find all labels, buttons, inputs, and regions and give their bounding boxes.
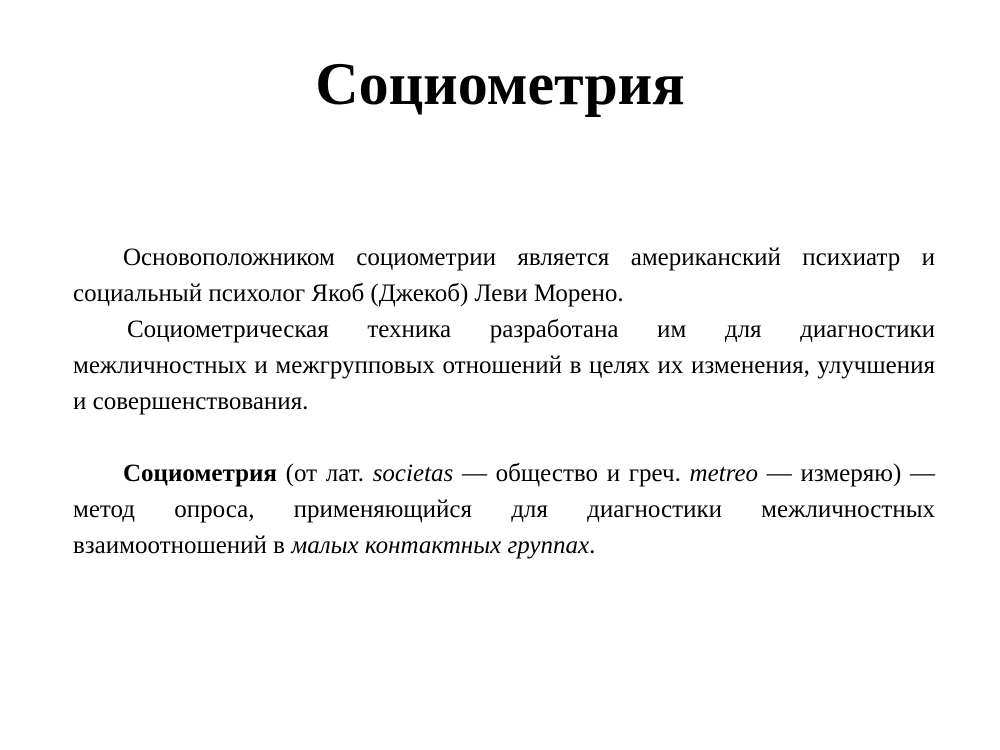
slide-title: Социометрия [315, 51, 685, 117]
definition-text-1: (от лат. [276, 460, 373, 487]
paragraph-founder: Основоположником социометрии является американский психиатр и социальный психолог Якоб (Джекоб) Леви Морено. [73, 244, 935, 307]
definition-emphasis: малых контактных группах [291, 532, 590, 559]
slide-body [73, 240, 935, 564]
definition-greek-word: metreo [689, 460, 759, 487]
definition-term: Социометрия [123, 460, 277, 487]
definition-latin-word: societas [372, 460, 454, 487]
definition-text-3: — измеряю) — метод опроса, применяющийся для диагностики межличностных взаимоотношений в [73, 460, 935, 559]
paragraph-spacer [73, 420, 935, 456]
paragraph-definition [73, 456, 935, 564]
definition-text-4: . [589, 532, 596, 559]
definition-text-2: — общество и греч. [453, 460, 690, 487]
paragraph-technique: Социометрическая техника разработана им для диагностики межличностных и межгрупповых отношений в целях их изменения, улучшения и совершенствования. [73, 316, 935, 415]
